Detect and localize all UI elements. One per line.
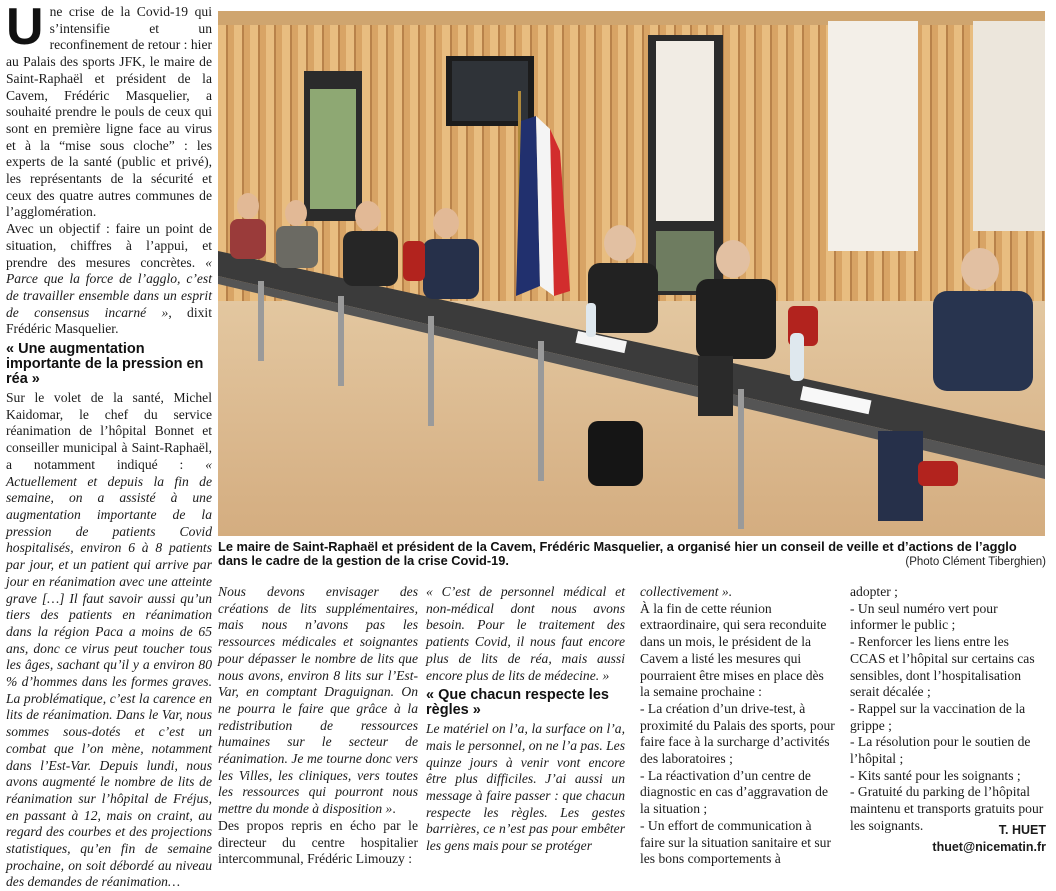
list-item: - Gratuité du parking de l’hôpital maintenu et transports gratuits pour les soignants. xyxy=(850,784,1044,833)
quote: « Parce que la force de l’agglo, c’est de travailler ensemble dans un esprit de consensus incarné » xyxy=(6,254,212,320)
article-paragraph: À la fin de cette réunion extraordinaire, qui sera reconduite dans un mois, le président de la Cavem a listé les mesures qui pourraient être mises en place dès la semaine prochaine : xyxy=(640,600,827,700)
list-item: - Renforcer les liens entre les CCAS et l’hôpital sur certains cas sensibles, dont l’hospitalisation serait décalée ; xyxy=(850,634,1035,700)
list-item: - Un effort de communication à faire sur la situation sanitaire et sur les bons comportements à xyxy=(640,817,832,867)
subheading: « Que chacun respecte les règles » xyxy=(426,687,609,719)
article-column-5 xyxy=(850,584,1046,835)
list-item: - Kits santé pour les soignants ; xyxy=(850,767,1021,783)
article-paragraph: Des propos repris en écho par le directeur du centre hospitalier intercommunal, Frédéric Limouzy : xyxy=(218,817,418,867)
subheading: « Une augmentation importante de la pression en réa » xyxy=(6,341,204,388)
drop-cap: U xyxy=(6,0,44,56)
photo-caption: Le maire de Saint-Raphaël et président de la Cavem, Frédéric Masquelier, a organisé hier un conseil de veille et d’actions de l’agglo dans le cadre de la gestion de la crise Covid-19. xyxy=(218,539,1017,568)
article-column-3 xyxy=(426,584,625,855)
author-signature xyxy=(850,822,1046,856)
article-column-1 xyxy=(6,0,212,891)
author-email: thuet@nicematin.fr xyxy=(932,840,1046,854)
quote: Nous devons envisager des créations de lits supplémentaires, mais nous n’avons pas les ressources médicales et soignantes pour dépasser le nombre de lits que nous avons, environ 8 lits sur l’Est-Var, en comptant Draguignan. On ne pourra le faire que grâce à la redistribution de ressources humaines sur le secteur de réanimation. Je me tourne donc vers les Villes, les cliniques, vers toutes les ressources qui pourront nous mettre du monde à disposition » xyxy=(218,584,418,817)
list-item: - Rappel sur la vaccination de la grippe ; xyxy=(850,700,1026,733)
article-paragraph: Sur le volet de la santé, Michel Kaidomar, le chef du service réanimation de l’hôpital Bonnet et conseiller municipal à Saint-Raphaël, a notamment indiqué : « Actuellement et depuis la fin de semaine, on a assisté à une augmentation importante de la pression de patients Covid hospitalisés, environ 6 à 8 patients par jour, et un patient qui arrive par jour en réanimation avec une atteinte grave […] Il faut savoir aussi qu’un tiers des patients en réanimation dans la région Paca a moins de 65 ans, donc ce virus peut toucher tous les âges, sachant qu’il y a environ 80 % d’hommes dans les formes graves. La problématique, c’est la carence en lits de réanimation. Dans le Var, nous sommes sous-dotés et c’est un combat que l’on mène, notamment dans l’Est-Var. Depuis lundi, nous avons augmenté le nombre de lits de réanimation sur l’hôpital de Fréjus, en passant à 12, mais on craint, au regard des courbes et des projections statistiques, qu’en fin de semaine prochaine, on soit débordé au niveau des demandes de réanimation… xyxy=(6,390,212,890)
article-paragraph: Avec un objectif : faire un point de situation, chiffres à l’appui, et prendre des mesures concrètes. « Parce que la force de l’agglo, c’est de travailler ensemble dans un esprit de consensus incarné », dixit Frédéric Masquelier. xyxy=(6,221,212,337)
article-column-4 xyxy=(640,584,836,868)
author-name: T. HUET xyxy=(998,823,1046,837)
list-item: adopter ; xyxy=(850,584,898,599)
list-item: - La création d’un drive-test, à proximité du Palais des sports, pour faire face à la surcharge d’activités des laboratoires ; xyxy=(640,700,835,767)
photo-credit: (Photo Clément Tiberghien) xyxy=(905,556,1046,568)
quote: Le matériel on l’a, la surface on l’a, mais le personnel, on ne l’a pas. Les quinze jours à venir vont encore être plus difficiles. J’ai aussi un message à faire passer : que chacun respecte les règles. Les gestes barrières, ce n’est pas pour embêter les gens mais pour se protéger xyxy=(426,721,625,854)
list-item: - La réactivation d’un centre de diagnostic en cas d’aggravation de la situation ; xyxy=(640,767,828,817)
article-paragraph: Nous devons envisager des créations de lits supplémentaires, mais nous n’avons pas les ressources médicales et soignantes pour dépasser le nombre de lits que nous avons, environ 8 lits sur l’Est-Var, en comptant Draguignan. On ne pourra le faire que grâce à la redistribution de ressources humaines sur le secteur de réanimation. Je me tourne donc vers les Villes, les cliniques, vers toutes les ressources qui pourront nous mettre du monde à disposition ». xyxy=(218,584,418,817)
quote-end: collectivement ». xyxy=(640,584,733,599)
meeting-room-image xyxy=(218,11,1045,536)
meeting-photo xyxy=(218,11,1045,536)
article-intro: ne crise de la Covid-19 qui s’intensifie et un reconfinement de retour : hier au Palais des sports JFK, le maire de Saint-Raphaël et président de la Cavem, Frédéric Masquelier, a souhaité prendre le pouls de ceux qui sont en première ligne face au virus et à la “mise sous cloche” : les experts de la santé (public et privé), les représentants de la sécurité et ceux des quatre autres communes de l’agglomération. xyxy=(6,4,212,220)
quote: « C’est de personnel médical et non-médical dont nous avons besoin. Pour le traitement des patients Covid, il nous faut encore plus de lits de réa, mais aussi encore plus de lits de médecine. » xyxy=(426,584,625,683)
quote: « Actuellement et depuis la fin de semaine, on a assisté à une augmentation importante de la pression de patients Covid hospitalisés, environ 6 à 8 patients par jour, et un patient qui arrive par jour en réanimation avec une atteinte grave […] Il faut savoir aussi qu’un tiers des patients en réanimation dans la région Paca a moins de 65 ans, donc ce virus peut toucher tous les âges, sachant qu’il y a environ 80 % d’hommes dans les formes graves. La problématique, c’est la carence en lits de réanimation. Dans le Var, nous sommes sous-dotés et c’est un combat que l’on mène, notamment dans l’Est-Var. Depuis lundi, nous avons augmenté le nombre de lits de réanimation sur l’hôpital de Fréjus, en passant à 12, mais on craint, au regard des courbes et des projections statistiques, qu’en fin de semaine prochaine, on soit débordé au niveau des demandes de réanimation… xyxy=(6,456,212,890)
article-column-2 xyxy=(218,584,418,868)
list-item: - Un seul numéro vert pour informer le public ; xyxy=(850,600,998,633)
list-item: - La résolution pour le soutien de l’hôpital ; xyxy=(850,734,1031,767)
